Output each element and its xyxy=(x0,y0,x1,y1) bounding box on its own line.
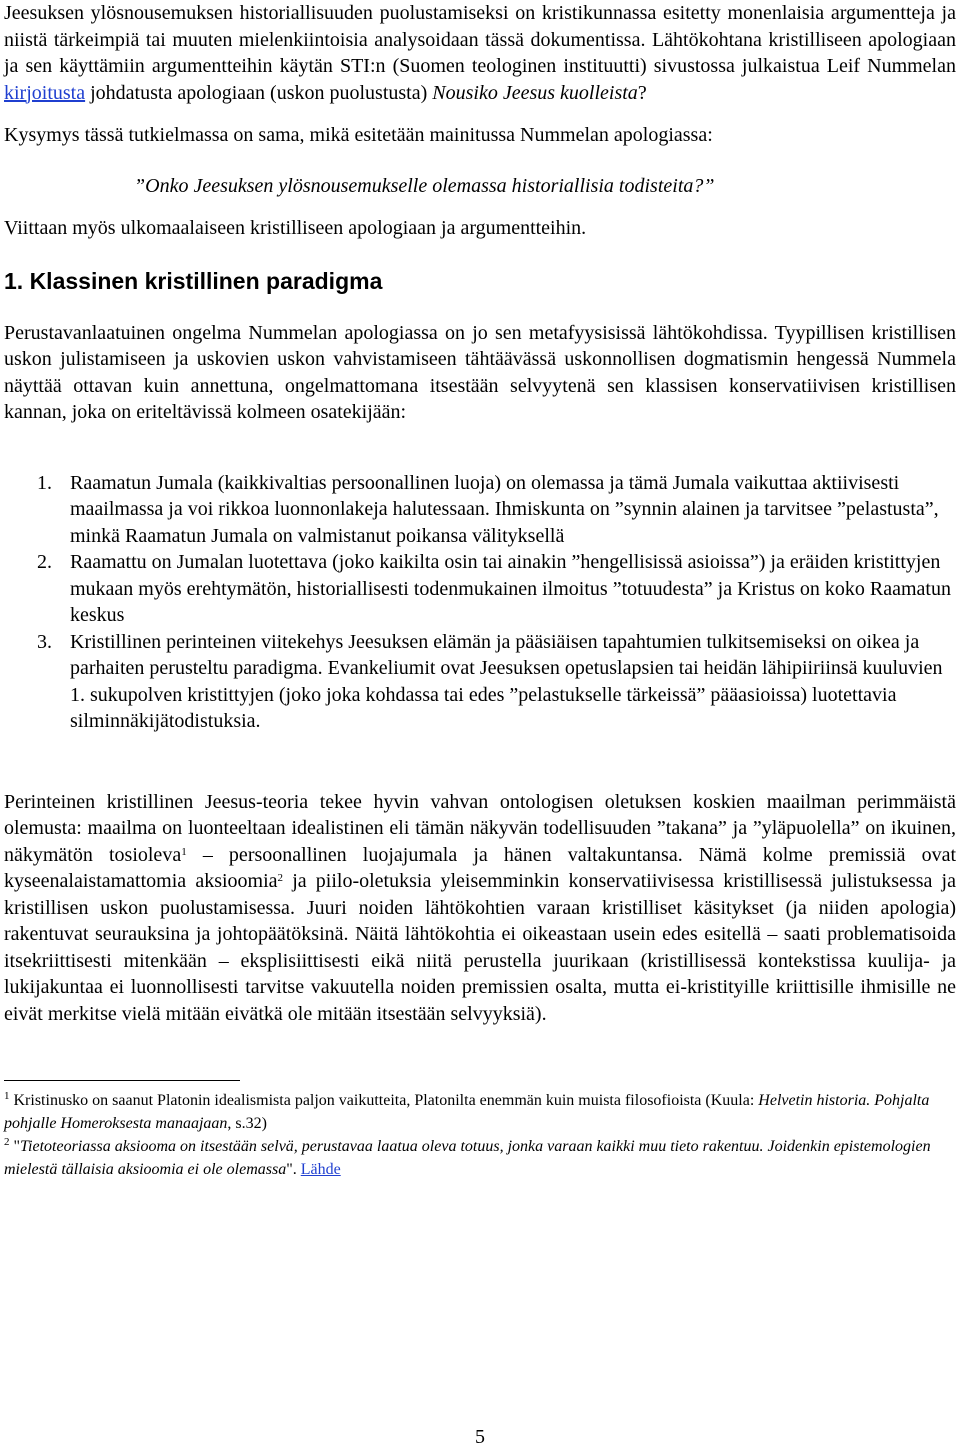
question-intro: Kysymys tässä tutkielmassa on sama, mikä esitetään mainitussa Nummelan apologiassa: xyxy=(4,124,713,146)
footnotes xyxy=(4,1089,956,1181)
para2-text-c: ja piilo-oletuksia yleisemminkin konservatiivisessa kristillisessä julistuksessa ja kristillisen uskon puolustamisessa. Juuri noiden lähtökohtien varaan kristilliset käsitykset (ja niiden apologia) rakentuvat seurauksina ja johtopäätöksinä. Näitä lähtökohtia ei oikeastaan usein edes esitellä – saati problematisoida itsekriittisesti mitenkään – eksplisiittisesti eikä niitä perustella juurikaan (kristillisessä kontekstissa kuulija- ja lukijakuntaa ei luonnollisesti tarvitse vakuutella noiden premissien osalta, mutta ei-kristityille kriittisille ihmisille ne eivät merkitse vielä mitään eivätkä ole mitään itsestään selvyyksiä). xyxy=(4,870,956,1025)
footnote-text: Kristinusko on saanut Platonin idealismista paljon vaikutteita, Platonilta enemmän kuin muista filosofioista (Kuula: xyxy=(9,1092,759,1109)
section-heading: 1. Klassinen kristillinen paradigma xyxy=(4,267,383,294)
footnote-separator xyxy=(4,1080,240,1081)
para2-text-a: Perinteinen kristillinen Jeesus-teoria tekee hyvin vahvan ontologisen oletuksen koskien maailman perimmäistä olemusta: maailma on luonteeltaan idealistinen eli tämän näkyvän todellisuuden ”takana” ja ”yläpuolella” on ikuinen, näkymätön tosioleva xyxy=(4,790,956,866)
footnote-end: , s.32) xyxy=(227,1115,267,1132)
footnote-quote: Tietoteoriassa aksiooma on itsestään selvä, perustavaa laatua oleva totuus, jonka varaan kaikki muu tieto rakentuu. Joidenkin epistemologien mielestä tällaisia aksioomia ei ole olemassa xyxy=(4,1138,931,1178)
footnote-1 xyxy=(4,1089,956,1135)
premise-number: 1. xyxy=(37,471,52,494)
reference-line: Viittaan myös ulkomaalaiseen kristilliseen apologiaan ja argumentteihin. xyxy=(4,217,587,239)
premise-item xyxy=(4,470,956,550)
premise-list xyxy=(4,470,956,735)
premise-number: 3. xyxy=(37,630,52,653)
premise-number: 2. xyxy=(37,551,52,573)
research-question-quote: ”Onko Jeesuksen ylösnousemukselle olemassa historiallisia todisteita?” xyxy=(134,174,715,197)
section-paragraph: Perustavanlaatuinen ongelma Nummelan apologiassa on jo sen metafyysisissä lähtökohdissa. Tyypillisen kristillisen uskon julistamiseen ja uskovien uskon vahvistamiseen tähtäävässä uskonnollisen dogmatismin hengessä Nummela näyttää ottavan kuin annettuna, ongelmattomana itsestään selvyytenä sen klassisen konservatiivisen kristillisen kannan, joka on eriteltävissä kolmeen osatekijään: xyxy=(4,321,956,423)
intro-text-2: johdatusta apologiaan (uskon puolustusta) xyxy=(85,81,433,104)
premise-text: Raamatun Jumala (kaikkivaltias persoonallinen luoja) on olemassa ja tämä Jumala vaikuttaa aktiivisesti maailmassa ja voi rikkoa luonnonlakeja halutessaan. Ihmiskunta on ”synnin alainen ja tarvitsee ”pelastusta”, minkä Raamatun Jumala on valmistanut poikansa välityksellä xyxy=(70,471,939,547)
footnote-2 xyxy=(4,1135,956,1181)
page-number: 5 xyxy=(475,1426,485,1448)
intro-text: Jeesuksen ylösnousemuksen historiallisuuden puolustamiseksi on kristikunnassa esitetty monenlaisia argumentteja ja niistä tärkeimpiä tai muuten mielenkiintoisia analysoidaan tässä dokumentissa. Lähtökohtana kristilliseen apologiaan ja sen käyttämiin argumentteihin käytän STI:n (Suomen teologinen instituutti) sivustossa julkaistua Leif Nummelan xyxy=(4,2,956,77)
footnote-end: ". xyxy=(286,1161,301,1178)
ontology-paragraph xyxy=(4,789,956,1028)
kirjoitusta-link[interactable]: kirjoitusta xyxy=(4,81,86,104)
footnote-ref-1[interactable]: 1 xyxy=(181,845,187,858)
article-title: Nousiko Jeesus kuolleista xyxy=(432,81,638,104)
intro-end: ? xyxy=(637,81,647,104)
premise-item xyxy=(4,629,956,735)
source-link[interactable]: Lähde xyxy=(300,1161,341,1178)
premise-text: Kristillinen perinteinen viitekehys Jeesuksen elämän ja pääsiäisen tapahtumien tulkitsemiseksi on oikea ja parhaiten perusteltu paradigma. Evankeliumit ovat Jeesuksen opetuslapsien tai heidän lähipiiriinsä kuuluvien 1. sukupolven kristittyjen (joko joka kohdassa tai edes ”pelastukselle tärkeissä” pääasioissa) luotettavia silminnäkijätodistuksia. xyxy=(70,630,943,732)
para2-text-b: – persoonallinen luojajumala ja hänen valtakuntansa. Nämä kolme premissiä ovat kyseenalaistamattomia aksioomia xyxy=(4,843,957,892)
intro-paragraph xyxy=(4,0,956,106)
premise-item xyxy=(4,549,956,629)
footnote-mark: 1 xyxy=(4,1089,10,1102)
premise-text: Raamattu on Jumalan luotettava (joko kaikilta osin tai ainakin ”hengellisissä asioissa”) ja eräiden kristittyjen mukaan myös erehtymätön, historiallisesti todenmukainen ilmoitus ”totuudesta” ja Kristus on koko Raamatun keskus xyxy=(70,551,951,626)
footnote-pre: " xyxy=(9,1138,21,1155)
footnote-book-title: Helvetin historia. Pohjalta pohjalle Homeroksesta manaajaan xyxy=(4,1092,930,1132)
footnote-ref-2[interactable]: 2 xyxy=(277,871,284,884)
footnote-mark: 2 xyxy=(4,1135,10,1148)
